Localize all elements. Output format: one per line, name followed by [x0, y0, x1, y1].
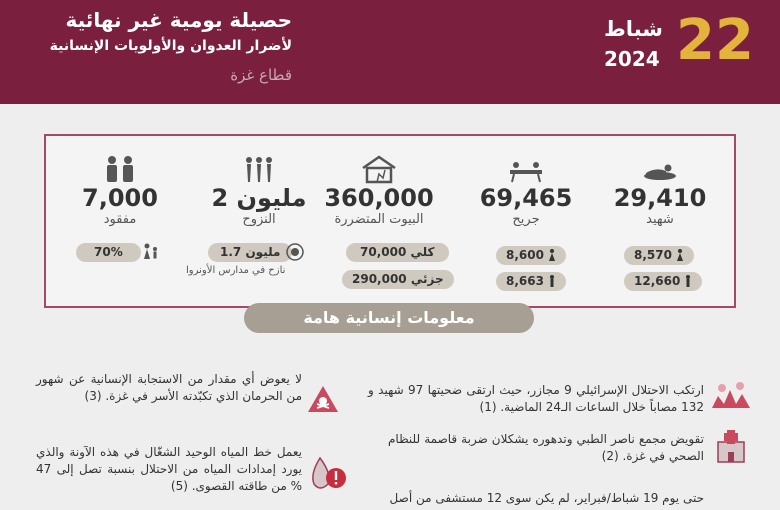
- stat-missing: [60, 136, 180, 228]
- stat-killed: [600, 136, 720, 228]
- houses-number: 360,000: [324, 184, 434, 212]
- displaced-people-icon: [237, 154, 281, 184]
- hunger-warning-icon: [306, 384, 340, 414]
- displaced-label: النزوح: [242, 212, 276, 227]
- missing-people-icon: [98, 154, 142, 184]
- injured-label: جريح: [512, 212, 540, 227]
- woman-child-icon: [142, 243, 160, 259]
- killed-label: شهيد: [646, 212, 674, 227]
- hospital-icon: [714, 428, 748, 464]
- houses-total-pill: 70,000 كلي: [346, 241, 449, 262]
- stat-injured: [466, 136, 586, 228]
- info-item-hospital: تقويض مجمع ناصر الطبي وتدهوره يشكلان ضربة قاصمة للنظام الصحي في غزة. (2): [388, 432, 704, 463]
- houses-label: البيوت المتضررة: [334, 212, 424, 227]
- info-item-massacres: ارتكب الاحتلال الإسرائيلي 9 مجازر، حيث ارتقى ضحيتها 97 شهيد و 132 مصاباً خلال الساعات الـ24 الماضية. (1): [368, 383, 704, 414]
- unrwa-note: نازح في مدارس الأونروا: [186, 265, 286, 276]
- header-bar: [0, 0, 780, 104]
- destroyed-house-icon: [357, 154, 401, 184]
- missing-label: مفقود: [103, 212, 137, 227]
- injured-women-pill: 8,600: [496, 244, 566, 265]
- location-label: قطاع غزة: [230, 66, 292, 84]
- killed-women-pill: 8,570: [624, 244, 694, 265]
- displaced-number: 2 مليون: [211, 184, 307, 212]
- child-icon: [684, 275, 692, 287]
- killed-number: 29,410: [613, 184, 707, 212]
- info-item-water: يعمل خط المياه الوحيد الشغّال في هذه الآونة والذي يورد إمدادات المياه من الاحتلال بنسبة تصل إلى 47 % من طاقته القصوى. (5): [36, 445, 302, 493]
- stretcher-icon: [504, 154, 548, 184]
- date-year: 2024: [604, 47, 660, 71]
- stat-houses: [314, 136, 444, 228]
- displaced-unrwa-pill: 1.7 مليون: [208, 241, 292, 262]
- killed-children-pill: 12,660: [624, 270, 702, 291]
- body-icon: [638, 154, 682, 184]
- page-subtitle: لأضرار العدوان والأولويات الإنسانية: [49, 38, 292, 54]
- info-item-hospitals-count: حتى يوم 19 شباط/فبراير، لم يكن سوى 12 مستشفى من أصل: [389, 491, 704, 505]
- injured-children-pill: 8,663: [496, 270, 566, 291]
- section-banner: معلومات إنسانية هامة: [244, 303, 534, 333]
- stats-panel: [44, 134, 736, 308]
- missing-percent-pill: 70%: [76, 241, 141, 262]
- houses-partial-pill: 290,000 جزئي: [342, 268, 454, 289]
- stat-displaced: [194, 136, 324, 228]
- woman-icon: [548, 249, 556, 261]
- info-item-humanitarian: لا يعوض أي مقدار من الاستجابة الإنسانية عن شهور من الحرمان الذي تكبّدته الأسر في غزة. (3): [36, 372, 302, 403]
- child-icon: [548, 275, 556, 287]
- injured-number: 69,465: [479, 184, 573, 212]
- woman-icon: [676, 249, 684, 261]
- unrwa-icon: [286, 243, 304, 261]
- date-day: 22: [676, 8, 754, 73]
- page-title: حصيلة يومية غير نهائية: [65, 8, 292, 32]
- date-month: شباط: [604, 17, 663, 41]
- missing-number: 7,000: [82, 184, 158, 212]
- water-alert-icon: [306, 454, 350, 494]
- massacre-icon: [708, 378, 754, 412]
